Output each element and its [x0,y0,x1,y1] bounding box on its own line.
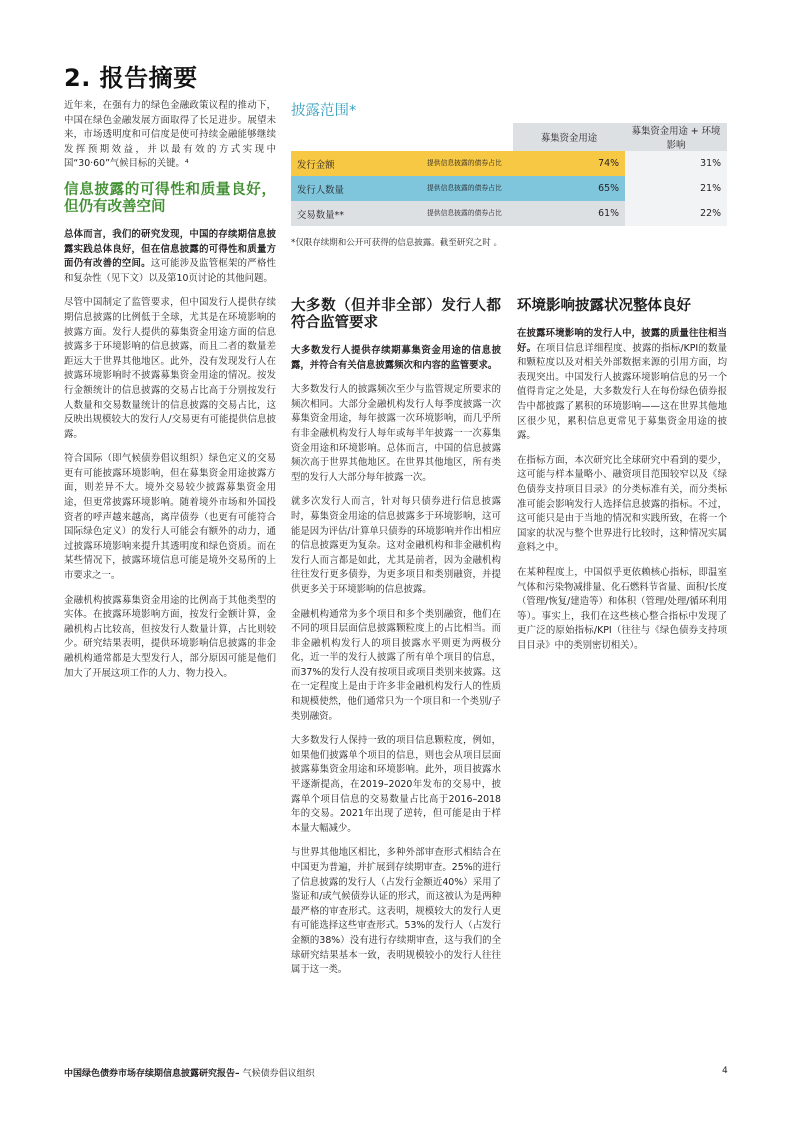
table-header-cell: 募集资金用途 [513,123,625,151]
table-header-cell: 募集资金用途 + 环境影响 [625,123,727,151]
row-description: 提供信息披露的债券占比 [421,201,513,226]
section-heading-impact: 环境影响披露状况整体良好 [517,298,691,314]
table-footnote: *仅限存续期和公开可获得的信息披露。截至研究之时 。 [291,238,502,248]
page-number: 4 [722,1066,728,1076]
summary-bold: 总体而言，我们的研究发现，中国的存续期信息披露实践总体良好，但在信息披露的可得性和质量方面仍有改善的空间。 [64,228,276,270]
lead-bold: 在披露环境影响的发行人中，披露的质量往往相当好。 [517,328,727,354]
value-use-of-proceeds: 74% [513,151,625,176]
table-header-cell [291,123,421,151]
column-right [517,298,727,663]
lead-paragraph [517,327,727,444]
footer-report-title: 中国绿色债券市场存续期信息披露研究报告 [64,1069,236,1079]
table-header-row [291,123,727,151]
footer-org: 气候债券倡议组织 [242,1069,315,1079]
summary-rest: 这可能涉及监管框架的严格性和复杂性（见下文）以及第10页讨论的其他问题。 [64,258,276,284]
section-heading-regulatory: 大多数（但并非全部）发行人都符合监管要求 [291,298,501,331]
paragraph: 与世界其他地区相比，多种外部审查形式相结合在中国更为普遍，并扩展到存续期审查。25%的进行了信息披露的发行人（占发行金额近40%）采用了鉴证和/或气候债券认证的形式，而这被认为是两种最严格的审查形式。这表明，规模较大的发行人更有可能选择这些审查形式。53%的发行人（占发行金额的38%）没有进行存续期审查，这与我们的全球研究结果基本一致，表明规模较小的发行人往往属于这一类。 [291,847,501,976]
row-label: 发行金额 [291,151,421,176]
paragraph: 大多数发行人保持一致的项目信息颗粒度，例如，如果他们披露单个项目的信息，则也会从项目层面披露募集资金用途和环境影响。此外，项目披露水平逐渐提高，在2019–2020年发布的交易中，披露单个项目信息的交易数量占比高于2016–2018年的交易。2021年出现了逆转，但可能是由于样本量大幅减少。 [291,735,501,834]
footer [64,1066,315,1079]
table-title: 披露范围* [291,103,357,119]
paragraph: 在指标方面，本次研究比全球研究中看到的要少，这可能与样本量略小、融资项目范围较窄以及《绿色债券支持项目目录》的分类标准有关，而分类标准可能会影响发行人选择信息披露的指标。不过，这可能只是由于当地的情况和实践所致，在将一个国家的状况与整个世界进行比较时，这种情况实属意料之中。 [517,454,727,554]
column-left [64,99,276,691]
row-description: 提供信息披露的债券占比 [421,176,513,201]
paragraph: 在某种程度上，中国似乎更依赖核心指标，即温室气体和污染物减排量、化石燃料节省量、面积/长度（管理/恢复/建造等）和体积（管理/处理/循环利用等）。事实上，我们在这些核心整合指标中发现了更广泛的原始指标/KPI（往往与《绿色债券支持项目目录》中的类别密切相关）。 [517,566,727,651]
column-middle [291,298,501,988]
page-title: 2. 报告摘要 [64,64,198,92]
value-use-of-proceeds: 65% [513,176,625,201]
disclosure-scope-table [291,123,727,226]
table-header-cell [421,123,513,151]
intro-paragraph: 近年来，在强有力的绿色金融政策议程的推动下，中国在绿色金融发展方面取得了长足进步。展望未来，市场透明度和可信度是使可持续金融能够继续发挥预期效益，并以最有效的方式实现中国“30·60”气候目标的关键。⁴ [64,100,276,170]
value-uop-impact: 21% [625,176,727,201]
lead-paragraph: 大多数发行人提供存续期募集资金用途的信息披露，并符合有关信息披露频次和内容的监管要求。 [291,345,501,371]
summary-paragraph [64,228,276,286]
table-row [291,201,727,226]
table-row [291,176,727,201]
paragraph: 大多数发行人的披露频次至少与监管规定所要求的频次相同。大部分金融机构发行人每季度披露一次募集资金用途，每年披露一次环境影响，而几乎所有非金融机构发行人每年或每半年披露一一次募集资金用途和环境影响。总体而言，中国的信息披露频次高于世界其他地区。在世界其他地区，所有类型的发行人大部分每年披露一次。 [291,384,501,483]
value-uop-impact: 22% [625,201,727,226]
value-uop-impact: 31% [625,151,727,176]
row-label: 交易数量** [291,201,421,226]
row-label: 发行人数量 [291,176,421,201]
section-heading-disclosure-quality: 信息披露的可得性和质量良好，但仍有改善空间 [64,181,276,215]
paragraph: 金融机构通常为多个项目和多个类别融资，他们在不同的项目层面信息披露颗粒度上的占比相当。而非金融机构发行人的项目披露水平则更为两极分化，近一半的发行人披露了所有单个项目的信息，而37%的发行人没有按项目或项目类别来披露。这在一定程度上是由于许多非金融机构发行人的性质和规模使然，他们通常只为一个项目和一个类别/子类别融资。 [291,608,501,722]
paragraph: 符合国际（即气候债券倡议组织）绿色定义的交易更有可能披露环境影响，但在募集资金用途披露方面，则差异不大。境外交易较少披露募集资金用途，但更常披露环境影响。随着境外市场和外国投资者的呼声越来越高，离岸债券（也更有可能符合国际绿色定义）的发行人可能会有额外的动力，通过披露环境影响来提升其透明度和绿色资质。而在某些情况下，披露环境信息可能是境外交易所的上市要求之一。 [64,453,276,582]
table-row [291,151,727,176]
footer-separator: – [235,1069,243,1079]
lead-rest: 在项目信息详细程度、披露的指标/KPI的数量和颗粒度以及对相关外部数据来源的引用方面，均表现突出。中国发行人披露环境影响信息的另一个值得肯定之处是，大多数发行人在每份绿色债券报告中都披露了累积的环境影响——这在世界其他地区很少见，累积信息更常见于募集资金用途的披露。 [517,342,727,442]
paragraph: 尽管中国制定了监管要求，但中国发行人提供存续期信息披露的比例低于全球，尤其是在环境影响的披露方面。发行人提供的募集资金用途方面的信息披露多于环境影响的信息披露，而且二者的数量差距远大于世界其他地区。此外，没有发现发行人在披露环境影响时不披露募集资金用途的情况。按发行金额统计的信息披露的交易占比高于分别按发行人数量和交易数量统计的信息披露的交易占比，这反映出规模较大的发行人/交易更有可能提供信息披露。 [64,297,276,440]
paragraph: 就多次发行人而言，针对每只债券进行信息披露时，募集资金用途的信息披露多于环境影响，这可能是因为评估/计算单只债券的环境影响并作出相应的信息披露更为复杂。这对金融机构和非金融机构发行人而言都是如此，尤其是前者，因为金融机构往往发行更多债券，为更多项目和类别融资，并提供更多关于环境影响的信息披露。 [291,496,501,595]
paragraph: 金融机构披露募集资金用途的比例高于其他类型的实体。在披露环境影响方面，按发行金额计算，金融机构占比较高，但按发行人数量计算，占比则较少。研究结果表明，提供环境影响信息披露的非金融机构通常都是大型发行人，部分原因可能是他们加大了开展这项工作的人力、物力投入。 [64,594,276,679]
value-use-of-proceeds: 61% [513,201,625,226]
row-description: 提供信息披露的债券占比 [421,151,513,176]
